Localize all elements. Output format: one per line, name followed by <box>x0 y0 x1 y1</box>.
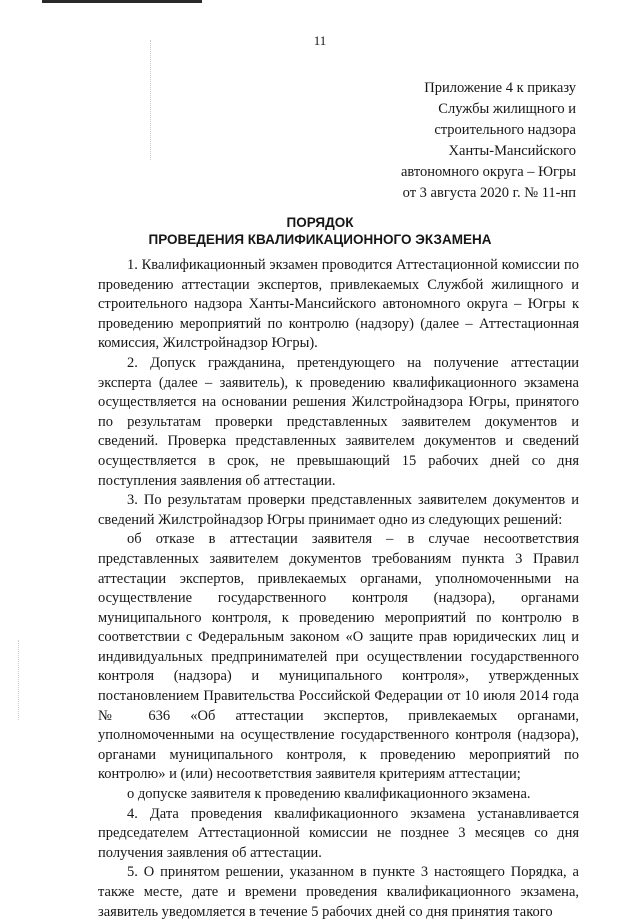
paragraph-3-admission: о допуске заявителя к проведению квалификационного экзамена. <box>127 786 531 803</box>
document-title <box>0 214 640 248</box>
paragraph-1: 1. Квалификационный экзамен проводится Аттестационной комиссии по проведению аттестации экспертов, привлекаемых Службой жилищного и строительного надзора Ханты-Мансийского автономного округа – Югры к проведению мероприятий по контролю (надзору) (далее – Аттестационная комиссия, Жилстройнадзор Югры). <box>98 257 579 352</box>
appendix-line: от 3 августа 2020 г. № 11-нп <box>402 185 576 201</box>
appendix-line: автономного округа – Югры <box>400 164 576 180</box>
paragraph-2: 2. Допуск гражданина, претендующего на получение аттестации эксперта (далее – заявитель), к проведению квалификационного экзамена осуществляется на основании решения Жилстройнадзора Югры, принятого по результатам проверки представленных заявителем документов и сведений. Проверка представленных заявителем документов и сведений осуществляется в срок, не превышающий 15 рабочих дней со дня поступления заявления об аттестации. <box>98 354 579 489</box>
appendix-line: Службы жилищного и <box>438 101 576 117</box>
paragraph-3-refusal: об отказе в аттестации заявителя – в случае несоответствия представленных заявителем документов требованиям пункта 3 Правил аттестации экспертов, привлекаемых органами, уполномоченными на осуществление государственного контроля (надзора), органами муниципального контроля, к проведению мероприятий по контролю в соответствии с Федеральным законом «О защите прав юридических лиц и индивидуальных предпринимателей при осуществлении государственного контроля (надзора) и муниципального контроля», утвержденных постановлением Правительства Российской Федерации от 10 июля 2014 года № 636 «Об аттестации экспертов, привлекаемых органами, уполномоченными на осуществление государственного контроля (надзора), органами муниципального контроля, к проведению мероприятий по контролю» и (или) несоответствия заявителя критериям аттестации; <box>98 531 579 783</box>
paragraph-4: 4. Дата проведения квалификационного экзамена устанавливается председателем Аттестационной комиссии не позднее 3 месяцев со дня получения заявления об аттестации. <box>98 805 579 861</box>
appendix-line: строительного надзора <box>434 122 576 138</box>
document-title-line1: ПОРЯДОК <box>286 215 354 230</box>
appendix-block <box>316 78 576 204</box>
document-body <box>98 256 579 922</box>
scan-margin-artifact <box>150 40 153 160</box>
paragraph-3: 3. По результатам проверки представленных заявителем документов и сведений Жилстройнадзор Югры принимает одно из следующих решений: <box>98 492 579 528</box>
appendix-line: Приложение 4 к приказу <box>424 80 576 96</box>
appendix-line: Ханты-Мансийского <box>448 143 576 159</box>
page-number: 11 <box>313 33 327 48</box>
document-title-line2: ПРОВЕДЕНИЯ КВАЛИФИКАЦИОННОГО ЭКЗАМЕНА <box>148 232 492 247</box>
scan-margin-artifact-left <box>18 640 21 720</box>
scan-top-rule <box>42 0 202 3</box>
paragraph-5: 5. О принятом решении, указанном в пункте 3 настоящего Порядка, а также месте, дате и времени проведения квалификационного экзамена, заявитель уведомляется в течение 5 рабочих дней со дня принятия такого <box>98 864 579 920</box>
